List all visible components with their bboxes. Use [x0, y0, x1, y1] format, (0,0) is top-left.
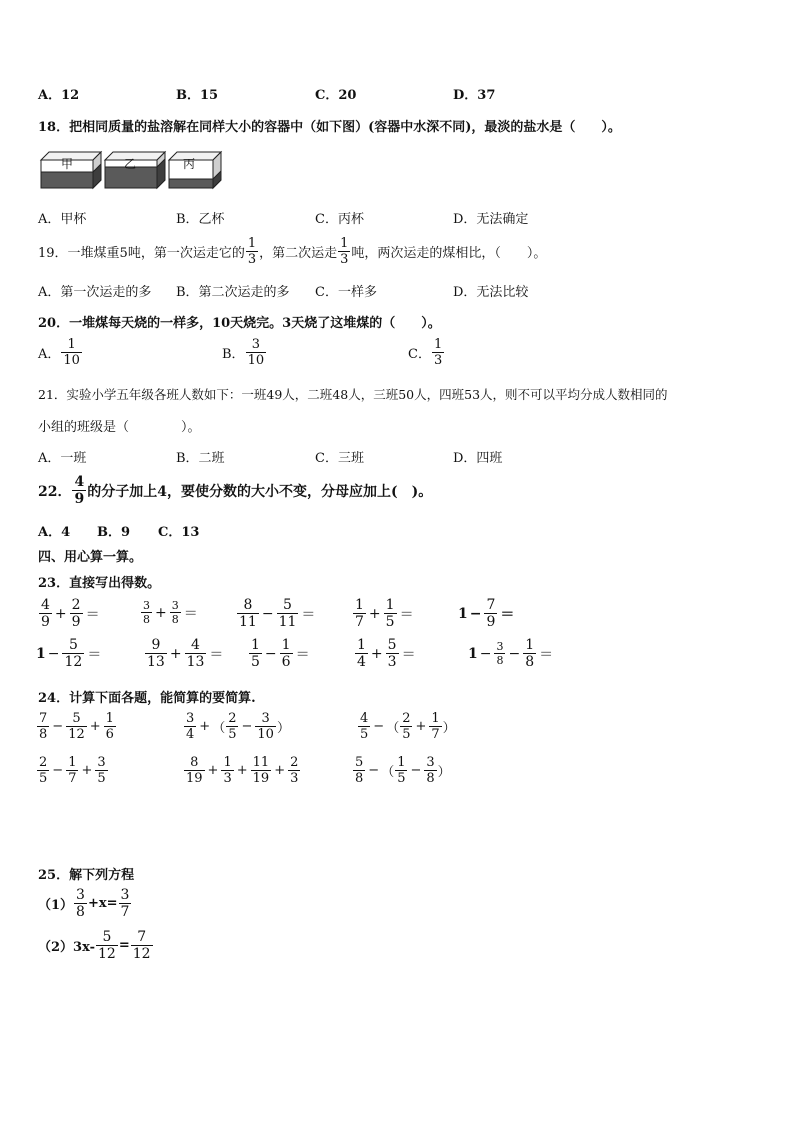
q23-r2-e3: $\frac{1}{5}$ − $\frac{1}{6}$ ＝: [251, 637, 310, 670]
q18-option-b: B．乙杯: [176, 212, 225, 227]
q21-option-b: B．二班: [176, 451, 225, 466]
q17-option-a: A．12: [38, 88, 80, 103]
q20-option-c: C． $\frac{1}{3}$: [408, 337, 443, 368]
q17-option-b: B．15: [176, 88, 219, 103]
q21-option-a: A．一班: [38, 451, 87, 466]
q18-stem: 18．把相同质量的盐溶解在同样大小的容器中（如下图）(容器中水深不同)，最淡的盐水是（ ）。: [38, 120, 621, 135]
q20-stem: 20．一堆煤每天烧的一样多，10天烧完。3天烧了这堆煤的（ ）。: [38, 316, 441, 331]
q19-fraction-2: $\frac{1}{3}$: [340, 236, 349, 267]
q18-option-c: C．丙杯: [315, 212, 364, 227]
q19-option-a: A．第一次运走的多: [38, 285, 152, 300]
q23-r1-e1: $\frac{4}{9}$ + $\frac{2}{9}$ ＝: [41, 597, 100, 630]
q20-option-a-fraction: $\frac{1}{10}$: [63, 337, 80, 368]
q25-equation-1: （1） $\frac{3}{8}$ +x= $\frac{3}{7}$: [38, 887, 130, 920]
q24-expr-6: $\frac{5}{8}$ − （ $\frac{1}{5}$ − $\frac{3}{8}$ ）: [355, 755, 451, 786]
q23-r1-e3: $\frac{8}{11}$ − $\frac{5}{11}$ ＝: [239, 597, 316, 630]
q18-option-d: D．无法确定: [453, 212, 529, 227]
q19-stem-part-c: 吨，两次运走的煤相比，（ ）。: [351, 246, 547, 261]
q24-expr-5: $\frac{8}{19}$ + $\frac{1}{3}$ + $\frac{11}{19}$ + $\frac{2}{3}$: [186, 755, 299, 786]
q21-stem-line1: 21．实验小学五年级各班人数如下：一班49人，二班48人，三班50人，四班53人，则不可以平均分成人数相同的: [38, 387, 668, 402]
container-jia-label: 甲: [61, 157, 74, 171]
q22-option-c: C．13: [158, 525, 200, 540]
container-bing: [169, 152, 221, 188]
q22-fraction: $\frac{4}{9}$: [74, 474, 85, 507]
q19-option-b: B．第二次运走的多: [176, 285, 290, 300]
q18-containers-figure: [38, 148, 228, 192]
q22-option-b: B．9: [97, 525, 131, 540]
q23-r2-e2: $\frac{9}{13}$ + $\frac{4}{13}$ ＝: [147, 637, 224, 670]
container-jia: [41, 152, 101, 188]
q18-option-a: A．甲杯: [38, 212, 87, 227]
q25-equation-2: （2）3x- $\frac{5}{12}$ = $\frac{7}{12}$: [38, 929, 151, 962]
q19-option-d: D．无法比较: [453, 285, 529, 300]
q20-option-c-fraction: $\frac{1}{3}$: [433, 337, 443, 368]
q25-stem: 25．解下列方程: [38, 868, 135, 883]
q17-option-c: C．20: [315, 88, 357, 103]
q19-stem-part-b: ，第二次运走: [259, 246, 338, 261]
q24-stem: 24．计算下面各题，能简算的要简算.: [38, 691, 256, 706]
q21-option-c: C．三班: [315, 451, 364, 466]
q24-expr-2: $\frac{3}{4}$ + （ $\frac{2}{5}$ − $\frac{3}{10}$ ）: [186, 711, 290, 742]
container-bing-label: 丙: [183, 157, 196, 171]
q17-option-d: D．37: [453, 88, 496, 103]
q21-stem-line2: 小组的班级是（ ）。: [38, 420, 201, 435]
q23-r2-e1: 1 − $\frac{5}{12}$ ＝: [36, 637, 102, 670]
q23-stem: 23．直接写出得数。: [38, 576, 161, 591]
q19-stem: [38, 237, 546, 266]
section-4-heading: 四、用心算一算。: [38, 550, 143, 565]
container-yi-label: 乙: [124, 157, 137, 171]
q22-option-a: A．4: [38, 525, 71, 540]
container-yi: [105, 152, 165, 188]
q23-r1-e2: $\frac{3}{8}$ + $\frac{3}{8}$ ＝: [143, 599, 198, 626]
q20-option-a: A． $\frac{1}{10}$: [38, 337, 80, 368]
q19-stem-part-a: 19．一堆煤重5吨，第一次运走它的: [38, 246, 245, 261]
q23-r2-e4: $\frac{1}{4}$ + $\frac{5}{3}$ ＝: [357, 637, 416, 670]
q23-r1-e4: $\frac{1}{7}$ + $\frac{1}{5}$ ＝: [355, 597, 414, 630]
q23-r2-e5: 1 − $\frac{3}{8}$ − $\frac{1}{8}$ ＝: [468, 637, 554, 670]
q24-expr-3: $\frac{4}{5}$ − （ $\frac{2}{5}$ + $\frac{1}{7}$ ）: [360, 711, 456, 742]
q23-r1-e5: 1 − $\frac{7}{9}$ ＝: [458, 597, 515, 630]
q20-option-b-fraction: $\frac{3}{10}$: [247, 337, 265, 368]
q20-option-b: B． $\frac{3}{10}$: [222, 337, 265, 368]
q21-option-d: D．四班: [453, 451, 503, 466]
q22-stem: 22． $\frac{4}{9}$ 的分子加上4，要使分数的大小不变，分母应加上( )。: [38, 474, 433, 507]
q19-option-c: C．一样多: [315, 285, 377, 300]
q24-expr-1: $\frac{7}{8}$ − $\frac{5}{12}$ + $\frac{1}{6}$: [39, 711, 114, 742]
q24-expr-4: $\frac{2}{5}$ − $\frac{1}{7}$ + $\frac{3}{5}$: [39, 755, 106, 786]
q19-fraction-1: $\frac{1}{3}$: [247, 236, 257, 267]
